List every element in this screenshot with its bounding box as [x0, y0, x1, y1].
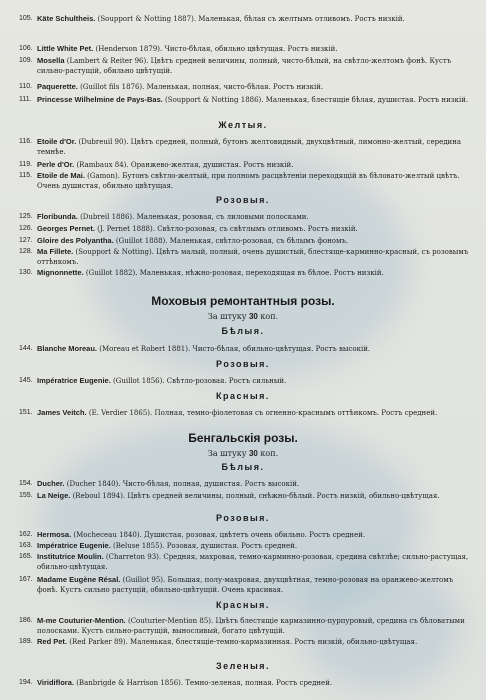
entry-description: (Gamon). Бутонъ свѣтло-желтый, при полномъ расцвѣтенiи переходящiй въ бѣловато-желтый цвѣтъ. Очень душистая, обильно цвѣтущая.: [37, 172, 462, 190]
entry-description: (Guillot 1856). Свѣтло-розовая. Ростъ сильный.: [110, 377, 287, 385]
entry-description: (Beluse 1855). Розовая, душистая. Ростъ средней.: [110, 542, 298, 550]
entry-description: (Soupport & Notting). Цвѣтъ малый, полный, очень душистый, блестяще-карминно-красный, съ розовымъ оттѣнкомъ.: [37, 248, 471, 266]
entry-description: (Guillot fils 1876). Маленькая, полная, чисто-бѣлая. Ростъ низкiй.: [77, 83, 324, 91]
entry-name: Madame Eugène Résal.: [37, 575, 121, 584]
section-heading-green: Зеленыя.: [215, 661, 271, 671]
entry-description: (Mocheceau 1840). Душистая, розовая, цвѣтетъ очень обильно. Ростъ средней.: [71, 531, 366, 539]
price-suffix: коп.: [257, 449, 279, 458]
entry-name: Hermosa.: [37, 530, 72, 539]
entry-description: (Banbrigde & Harrison 1856). Темно-зеленая, полная. Ростъ средней.: [73, 679, 333, 687]
entry-description: (Henderson 1879). Чисто-бѣлая, обильно цвѣтущая. Ростъ низкiй.: [93, 45, 338, 53]
entry-name: Paquerette.: [37, 82, 78, 91]
entry-description: (Guillot 1882). Маленькая, нѣжно-розовая, переходящая въ бѣлое. Ростъ низкiй.: [83, 269, 384, 277]
entry-number: 109.: [19, 57, 33, 64]
section-heading-pink: Розовыя.: [216, 195, 270, 205]
section-heading-pink: Розовыя.: [216, 513, 270, 523]
entry-number: 163.: [19, 542, 33, 549]
entry-number: 155.: [19, 492, 33, 499]
entry-number: 194.: [19, 679, 33, 686]
entry-name: Perle d'Or.: [37, 160, 75, 169]
entry-name: James Veitch.: [37, 408, 87, 417]
entry-name: La Neige.: [37, 491, 71, 500]
entry-name: Institutrice Moulin.: [37, 552, 104, 561]
section-heading-red: Красныя.: [216, 600, 270, 610]
entry-name: Etoile d'Or.: [37, 137, 77, 146]
entry-description: (J. Pernet 1888). Свѣтло-розовая, съ свѣтлымъ отливомъ. Ростъ низкiй.: [94, 225, 358, 233]
entry-number: 106.: [19, 45, 33, 52]
entry-name: Impératrice Eugenie.: [37, 541, 111, 550]
entry-name: Ducher.: [37, 479, 65, 488]
price-line: [0, 312, 486, 321]
entry-number: 125.: [19, 213, 33, 220]
entry-name: Floribunda.: [37, 212, 78, 221]
entry-number: 151.: [19, 409, 33, 416]
entry-name: Blanche Moreau.: [37, 344, 98, 353]
entry-description: (Dubreuil 90). Цвѣтъ средней, полный, бутонъ желтовидный, двухцвѣтный, лимонно-желтый, середина темнѣе.: [37, 138, 464, 156]
entry-number: 111.: [19, 96, 32, 103]
entry-description: (Red Parker 89). Маленькая, блестящiе-темно-кармазинная. Ростъ низкiй, обильно-цвѣтущая.: [67, 638, 418, 646]
section-heading-pink: Розовыя.: [216, 359, 270, 369]
entry-name: Ma Fillete.: [37, 247, 74, 256]
entry-name: Käte Schultheis.: [37, 14, 96, 23]
entry-description: (Couturier-Mention 85). Цвѣтъ блестящiе кармазинно-пурпуровый, средина съ бѣловатыми полосками. Кустъ сильно-растущiй, выносливый, богато цвѣтущiй.: [37, 617, 467, 635]
entry-number: 116.: [19, 138, 33, 145]
entry-name: Gloire des Polyantha.: [37, 236, 114, 245]
entry-description: (Guillot 1888). Маленькая, свѣтло-розовая, съ бѣлымъ фономъ.: [113, 237, 349, 245]
entry-number: 119.: [19, 161, 33, 168]
section-heading-white: Бѣлыя.: [221, 462, 265, 472]
entry-name: Etoile de Mai.: [37, 171, 85, 180]
entry-description: (Rambaux 84). Оранжево-желтая, душистая. Ростъ низкiй.: [74, 161, 294, 169]
price-line: [0, 449, 486, 458]
entry-description: (Charreton 93). Средняя, махровая, темно-карминно-розовая, средина свѣтлѣе; сильно-растущая, обильно-цвѣтущая.: [37, 553, 471, 571]
entry-number: 144.: [19, 345, 33, 352]
entry-description: (Guillot 95). Большая, полу-махровая, двухцвѣтная, темно-розовая на оранжево-желтомъ фонѣ. Кустъ сильно растущiй, обильно-цвѣтущiй. Очень красивая.: [37, 576, 456, 594]
entry-number: 128.: [19, 248, 33, 255]
entry-number: 167.: [19, 576, 33, 583]
entry-name: Viridiflora.: [37, 678, 74, 687]
section-heading-white: Бѣлыя.: [221, 326, 265, 336]
entry-name: Impératrice Eugenie.: [37, 376, 111, 385]
entry-name: Princesse Wilhelmine de Pays-Bas.: [37, 95, 163, 104]
price-prefix: За штуку: [207, 312, 249, 321]
price-prefix: За штуку: [207, 449, 249, 458]
entry-number: 110.: [19, 83, 33, 90]
section-title-moss-roses: Моховыя ремонтантныя розы.: [151, 294, 335, 308]
entry-description: (Dubreil 1886). Маленькая, розовая, съ лиловыми полосками.: [77, 213, 309, 221]
entry-number: 145.: [19, 377, 33, 384]
entry-number: 189.: [19, 638, 33, 645]
entry-name: Mosella: [37, 56, 65, 65]
entry-number: 154.: [19, 480, 33, 487]
entry-name: Mignonnette.: [37, 268, 84, 277]
entry-name: Georges Pernet.: [37, 224, 95, 233]
entry-name: M-me Couturier-Mention.: [37, 616, 126, 625]
entry-number: 162.: [19, 531, 33, 538]
entry-number: 127.: [19, 237, 33, 244]
section-title-bengal-roses: Бенгальскiя розы.: [188, 431, 298, 445]
entry-description: (Ducher 1840). Чисто-бѣлая, полная, душистая. Ростъ высокiй.: [64, 480, 300, 488]
entry-number: 115.: [19, 172, 33, 179]
section-heading-red: Красныя.: [216, 391, 270, 401]
entry-description: (Moreau et Robert 1881). Чисто-бѣлая, обильно-цвѣтущая. Ростъ высокiй.: [97, 345, 371, 353]
price-amount: 30: [248, 449, 258, 458]
entry-number: 186.: [19, 617, 33, 624]
entry-name: Red Pet.: [37, 637, 68, 646]
entry-description: (E. Verdier 1865). Полная, темно-фiолетовая съ огненно-краснымъ оттѣнкомъ. Ростъ средней.: [86, 409, 438, 417]
entry-description: (Reboul 1894). Цвѣтъ средней величины, полный, снѣжно-бѣлый. Ростъ низкiй, обильно-цвѣтущая.: [70, 492, 440, 500]
entry-description: (Soupport & Notting 1887). Маленькая, бѣлая съ желтымъ отливомъ. Ростъ низкiй.: [95, 15, 405, 23]
price-amount: 30: [248, 312, 258, 321]
price-suffix: коп.: [257, 312, 279, 321]
entry-name: Little White Pet.: [37, 44, 94, 53]
entry-number: 165.: [19, 553, 33, 560]
entry-number: 126.: [19, 225, 33, 232]
entry-description: (Soupport & Notting 1886). Маленькая, блестящiе бѣлая, душистая. Ростъ низкiй.: [162, 96, 469, 104]
entry-description: (Lambert & Reiter 96). Цвѣтъ средней величины, полный, чисто-бѣлый, на свѣтло-желтомъ фонѣ. Кустъ сильно-растущiй, обильно цвѣтущiй.: [37, 57, 454, 75]
entry-number: 130.: [19, 269, 33, 276]
entry-number: 105.: [19, 15, 33, 22]
section-heading-yellow: Желтыя.: [218, 120, 268, 130]
